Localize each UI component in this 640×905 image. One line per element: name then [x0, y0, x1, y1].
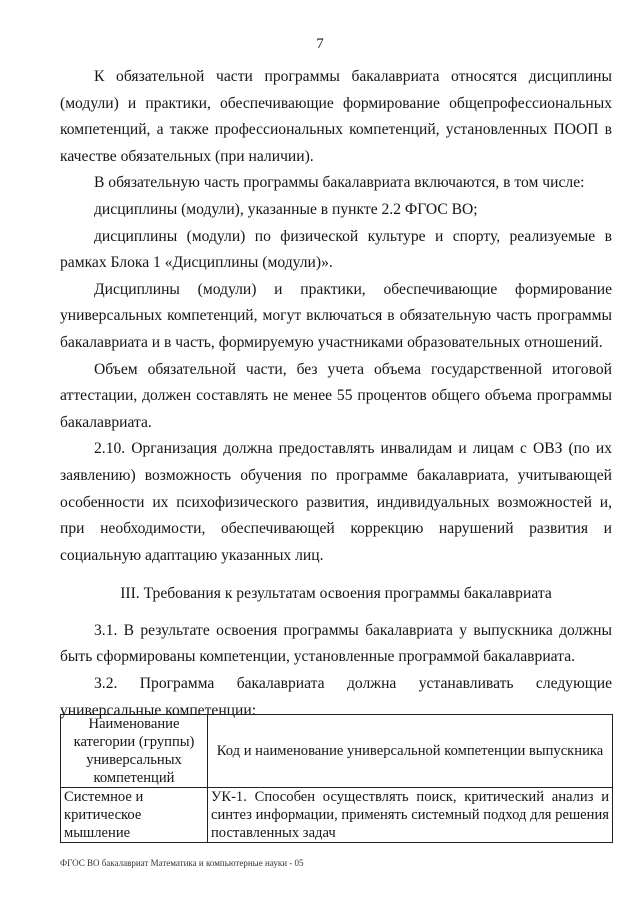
table-row	[61, 788, 613, 843]
table-header-row	[61, 715, 613, 788]
paragraph: 3.1. В результате освоения программы бакалавриата у выпускника должны быть сформированы компетенции, установленные программой бакалавриата.	[60, 621, 612, 666]
paragraph: К обязательной части программы бакалавриата относятся дисциплины (модули) и практики, обеспечивающие формирование общепрофессиональных компетенций, а также профессиональных компетенций, установленных ПООП в качестве обязательных (при наличии).	[60, 68, 612, 165]
paragraph: дисциплины (модули), указанные в пункте 2.2 ФГОС ВО;	[94, 200, 478, 218]
table-header-category: Наименование категории (группы) универсальных компетенций	[61, 715, 208, 788]
paragraph: Дисциплины (модули) и практики, обеспечивающие формирование универсальных компетенций, могут включаться в обязательную часть программы бакалавриата и в часть, формируемую участниками образовательных отношений.	[60, 280, 612, 351]
paragraph: Объем обязательной части, без учета объема государственной итоговой аттестации, должен составлять не менее 55 процентов общего объема программы бакалавриата.	[60, 360, 612, 431]
section-heading: III. Требования к результатам освоения программы бакалавриата	[120, 585, 552, 603]
table-cell-competence: УК-1. Способен осуществлять поиск, критический анализ и синтез информации, применять системный подход для решения поставленных задач	[208, 788, 613, 843]
table-header-code: Код и наименование универсальной компетенции выпускника	[208, 715, 613, 788]
paragraph: 3.2. Программа бакалавриата должна устанавливать следующие универсальные компетенции:	[60, 675, 612, 719]
paragraph: дисциплины (модули) по физической культуре и спорту, реализуемые в рамках Блока 1 «Дисциплины (модули)».	[60, 227, 612, 272]
table-cell-category: Системное и критическое мышление	[61, 788, 208, 843]
document-body	[60, 64, 612, 724]
competencies-table	[60, 714, 613, 843]
page-footer: ФГОС ВО бакалавриат Математика и компьютерные науки - 05	[60, 858, 304, 868]
page-number: 7	[316, 36, 324, 52]
paragraph: 2.10. Организация должна предоставлять инвалидам и лицам с ОВЗ (по их заявлению) возможность обучения по программе бакалавриата, учитывающей особенности их психофизического развития, индивидуальных возможностей и, при необходимости, обеспечивающей коррекцию нарушений развития и социальную адаптацию указанных лиц.	[60, 440, 612, 564]
paragraph: В обязательную часть программы бакалавриата включаются, в том числе:	[94, 174, 585, 192]
